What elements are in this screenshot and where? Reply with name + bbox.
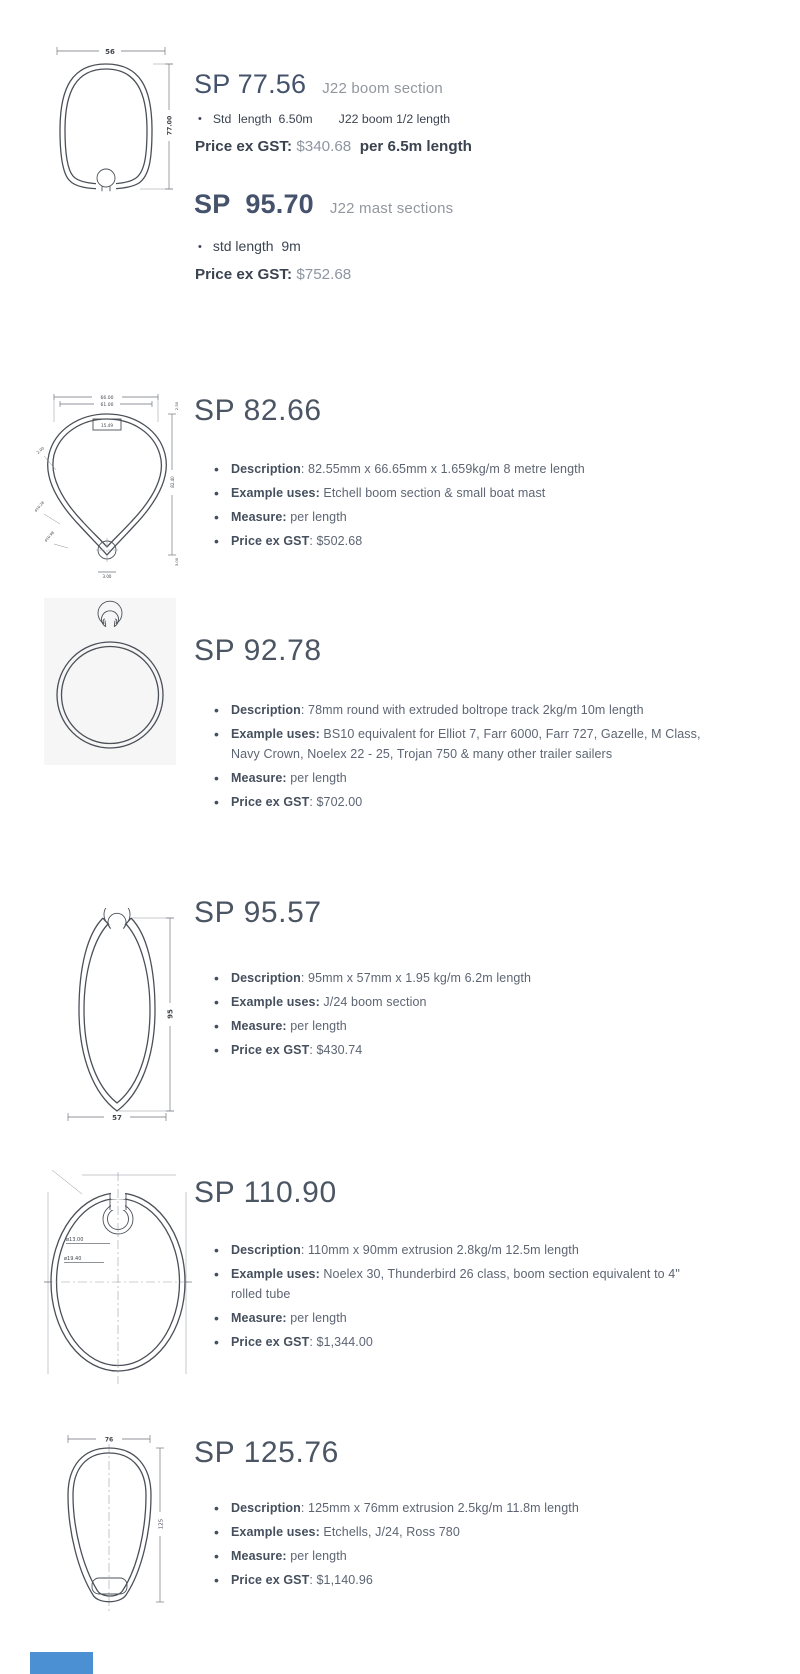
technical-drawing-svg: [45, 42, 177, 204]
product-details-list: [214, 1498, 780, 1594]
bullet-dot: •: [198, 113, 202, 125]
technical-drawing-svg: [52, 1432, 170, 1630]
dim-height: 77.00: [166, 115, 174, 136]
price-line: [195, 266, 351, 283]
bullet-price: • Price ex GST: $1,344.00: [214, 1332, 780, 1352]
dim-top2: 61.00: [100, 403, 114, 408]
bullet-description: • Description: 110mm x 90mm extrusion 2.8kg/m 12.5m length: [214, 1240, 780, 1260]
bullet-price: • Price ex GST: $430.74: [214, 1040, 780, 1060]
bullet-price: • Price ex GST: $1,140.96: [214, 1570, 780, 1590]
dim-height: 95: [166, 1009, 175, 1019]
dim-right: 82.40: [170, 476, 175, 488]
product-title: [194, 1436, 339, 1469]
sp-95-57-cross-section-drawing: [42, 908, 192, 1126]
bullet-example-uses: • Example uses: Etchells, J/24, Ross 780: [214, 1522, 780, 1542]
product-details-list: [214, 700, 780, 816]
product-title: [194, 634, 322, 667]
price-suffix: per 6.5m length: [359, 138, 472, 155]
spec-text: std length 9m: [212, 238, 301, 254]
dim-top-right: 2.50: [174, 401, 179, 411]
product-subtitle: J22 boom section: [322, 80, 443, 97]
dim-left1: 2.00: [35, 445, 46, 455]
bullet-measure: • Measure: per length: [214, 507, 780, 527]
product-details-list: [214, 1240, 780, 1356]
spec-line: [198, 112, 450, 126]
dim-height: 125: [158, 1518, 165, 1530]
bullet-description: • Description: 82.55mm x 66.65mm x 1.659kg/m 8 metre length: [214, 459, 780, 479]
bullet-example-uses: • Example uses: J/24 boom section: [214, 992, 780, 1012]
bullet-price: • Price ex GST: $702.00: [214, 792, 780, 812]
dim-bottom-right: 3.00: [174, 557, 179, 567]
bullet-measure: • Measure: per length: [214, 1016, 780, 1036]
product-title: [194, 1176, 337, 1209]
product-title: [194, 70, 443, 100]
technical-drawing-svg: [44, 598, 176, 765]
product-code: SP 95.70: [194, 189, 314, 219]
spec-line: [198, 238, 301, 254]
product-details-list: [214, 968, 780, 1064]
sp-110-90-cross-section-drawing: [36, 1162, 200, 1390]
technical-drawing-svg: [26, 390, 188, 580]
bullet-price: • Price ex GST: $502.68: [214, 531, 780, 551]
bullet-example-uses: • Example uses: Etchell boom section & small boat mast: [214, 483, 780, 503]
sp-125-76-cross-section-drawing: [52, 1432, 170, 1630]
dim-left2: ø10.28: [33, 500, 46, 513]
product-title: [194, 190, 453, 220]
product-code: SP 95.57: [194, 896, 322, 929]
product-code: SP 82.66: [194, 394, 322, 427]
product-code: SP 125.76: [194, 1436, 339, 1469]
bullet-measure: • Measure: per length: [214, 1546, 780, 1566]
dim-slot: 15.49: [101, 423, 113, 428]
technical-drawing-svg: [36, 1162, 200, 1390]
dim-d2: ø19.40: [64, 1256, 82, 1262]
technical-drawing-svg: [42, 908, 192, 1126]
product-code: SP 92.78: [194, 634, 322, 667]
bullet-description: • Description: 78mm round with extruded boltrope track 2kg/m 10m length: [214, 700, 780, 720]
dim-width: 76: [104, 1436, 114, 1444]
price-label: Price ex GST:: [195, 138, 293, 155]
bullet-example-uses: • Example uses: Noelex 30, Thunderbird 26 class, boom section equivalent to 4" rolled tube: [214, 1264, 780, 1304]
product-details-list: [214, 459, 780, 555]
price-value: $752.68: [296, 266, 352, 283]
product-code: SP 110.90: [194, 1176, 337, 1209]
bullet-dot: •: [198, 241, 202, 253]
bullet-description: • Description: 125mm x 76mm extrusion 2.5kg/m 11.8m length: [214, 1498, 780, 1518]
product-subtitle: J22 mast sections: [329, 200, 454, 217]
dim-width: 57: [112, 1114, 122, 1122]
bullet-measure: • Measure: per length: [214, 1308, 780, 1328]
price-value: $340.68: [296, 138, 352, 155]
spec-text-2: J22 boom 1/2 length: [338, 112, 451, 126]
sp-92-78-cross-section-drawing: [44, 598, 176, 765]
sp-82-66-cross-section-drawing: [26, 390, 188, 580]
dim-width: 56: [105, 47, 115, 56]
dim-d1: ø13.00: [66, 1237, 84, 1243]
bullet-measure: • Measure: per length: [214, 768, 780, 788]
footer-accent-bar: [30, 1652, 93, 1674]
dim-bottom: 3.00: [102, 574, 112, 579]
dim-top1: 66.00: [100, 396, 114, 401]
bullet-example-uses: • Example uses: BS10 equivalent for Elliot 7, Farr 6000, Farr 727, Gazelle, M Class, Navy Crown, Noelex 22 - 25, Trojan 750 & many other trailer sailers: [214, 724, 780, 764]
bullet-description: • Description: 95mm x 57mm x 1.95 kg/m 6.2m length: [214, 968, 780, 988]
spec-text: Std length 6.50m: [212, 112, 313, 126]
product-title: [194, 896, 322, 929]
product-code: SP 77.56: [194, 69, 307, 99]
price-label: Price ex GST:: [195, 266, 293, 283]
dim-left3: ø10.98: [43, 530, 56, 543]
product-title: [194, 394, 322, 427]
price-line: [195, 138, 472, 155]
sp-77-56-cross-section-drawing: [45, 42, 177, 204]
